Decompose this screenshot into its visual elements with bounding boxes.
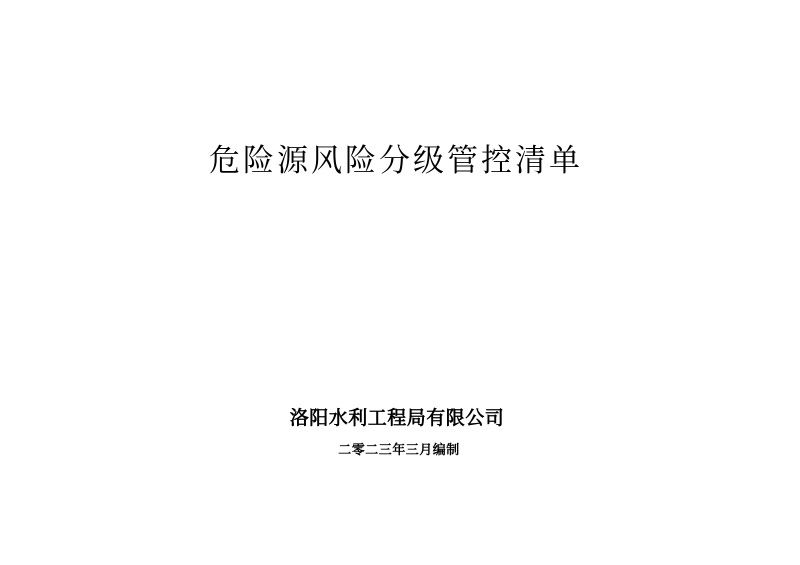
compile-date: 二零二三年三月编制 [338,443,460,458]
company-name: 洛阳水利工程局有限公司 [289,407,505,429]
document-title: 危险源风险分级管控清单 [209,143,583,179]
